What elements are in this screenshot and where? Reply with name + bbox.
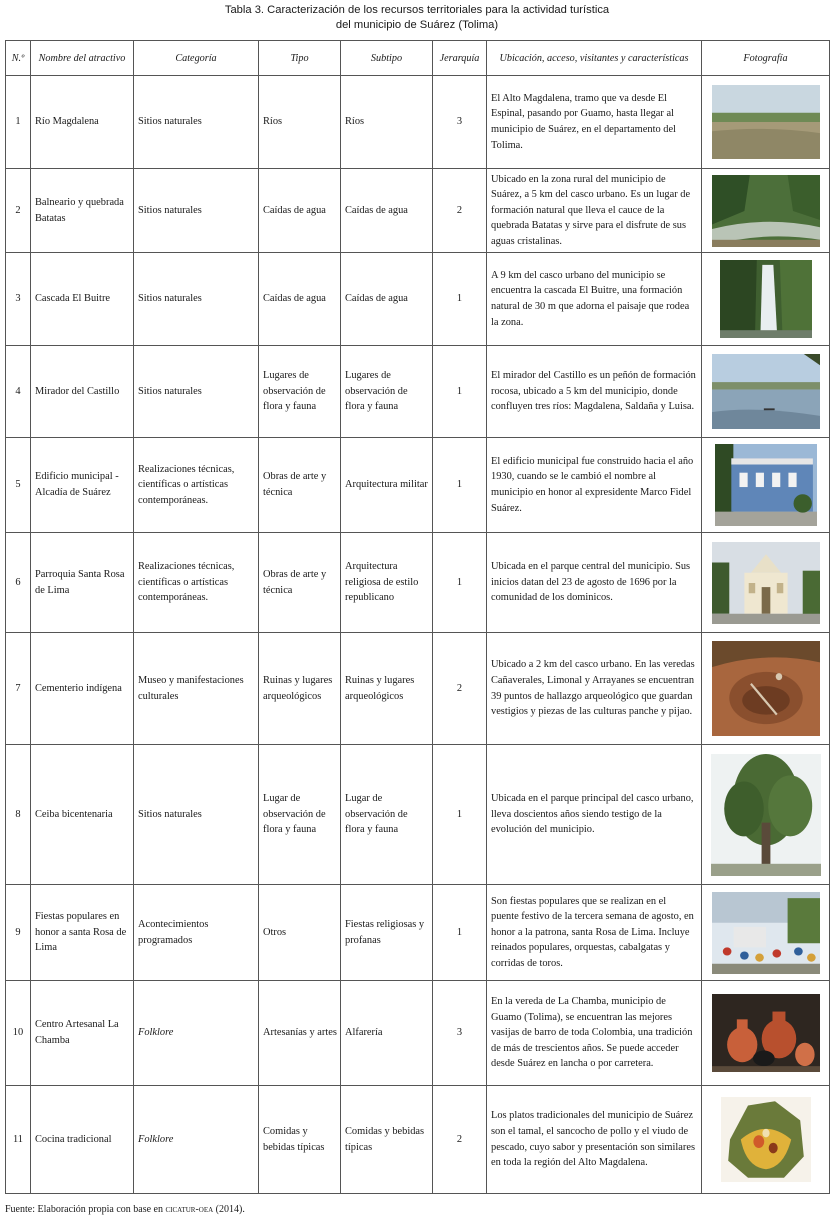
row-name: Fiestas populares en honor a santa Rosa de Lima — [31, 885, 134, 981]
row-jerarquia: 1 — [433, 346, 487, 438]
row-subtipo: Lugares de observación de flora y fauna — [341, 346, 433, 438]
row-num: 6 — [6, 533, 31, 633]
row-foto — [702, 885, 830, 981]
row-subtipo: Alfarería — [341, 981, 433, 1086]
row-jerarquia: 3 — [433, 76, 487, 169]
waterfall-photo — [720, 260, 812, 338]
row-num: 11 — [6, 1086, 31, 1194]
row-tipo: Caídas de agua — [259, 169, 341, 253]
source-prefix: Fuente: Elaboración propia con base en — [5, 1204, 166, 1215]
row-jerarquia: 1 — [433, 533, 487, 633]
excavation-photo — [712, 641, 820, 736]
row-num: 8 — [6, 745, 31, 885]
caption-line-2: del municipio de Suárez (Tolima) — [335, 19, 499, 31]
row-descripcion: Son fiestas populares que se realizan en el puente festivo de la tercera semana de agosto, en honor a la patrona, santa Rosa de Lima. Incluye reinados populares, orquestas, cabalgatas y corridas de toros. — [487, 885, 702, 981]
row-foto — [702, 438, 830, 533]
row-num: 1 — [6, 76, 31, 169]
row-descripcion: A 9 km del casco urbano del municipio se encuentra la cascada El Buitre, una formación natural de 30 m que adorna el paisaje que rodea la zona. — [487, 253, 702, 346]
row-categoria: Realizaciones técnicas, científicas o artísticas contemporáneas. — [134, 533, 259, 633]
row-subtipo: Ríos — [341, 76, 433, 169]
table-row — [6, 885, 830, 981]
row-name: Río Magdalena — [31, 76, 134, 169]
row-name: Ceiba bicentenaria — [31, 745, 134, 885]
row-categoria: Sitios naturales — [134, 745, 259, 885]
row-tipo: Obras de arte y técnica — [259, 533, 341, 633]
row-subtipo: Lugar de observación de flora y fauna — [341, 745, 433, 885]
row-descripcion: El mirador del Castillo es un peñón de formación rocosa, ubicado a 5 km del municipio, donde confluyen tres ríos: Magdalena, Saldaña y Luisa. — [487, 346, 702, 438]
row-jerarquia: 1 — [433, 438, 487, 533]
row-num: 4 — [6, 346, 31, 438]
row-name: Edificio municipal - Alcadía de Suárez — [31, 438, 134, 533]
building-photo — [715, 444, 817, 526]
viewpoint-photo — [712, 354, 820, 429]
row-tipo: Comidas y bebidas típicas — [259, 1086, 341, 1194]
row-name: Mirador del Castillo — [31, 346, 134, 438]
row-num: 10 — [6, 981, 31, 1086]
church-photo — [712, 542, 820, 624]
row-jerarquia: 2 — [433, 633, 487, 745]
row-categoria: Folklore — [134, 1086, 259, 1194]
table-row — [6, 76, 830, 169]
row-jerarquia: 2 — [433, 1086, 487, 1194]
row-descripcion: El Alto Magdalena, tramo que va desde El Espinal, pasando por Guamo, hasta llegar al municipio de Suárez, en el departamento del Tolima. — [487, 76, 702, 169]
row-tipo: Artesanías y artes — [259, 981, 341, 1086]
row-tipo: Ríos — [259, 76, 341, 169]
row-subtipo: Ruinas y lugares arqueológicos — [341, 633, 433, 745]
tamal-photo — [721, 1097, 811, 1182]
row-descripcion: Ubicado a 2 km del casco urbano. En las veredas Cañaverales, Limonal y Arrayanes se encuentran 39 puntos de hallazgo arqueológico que guardan vestigios y piezas de las culturas panche y pijao. — [487, 633, 702, 745]
row-subtipo: Fiestas religiosas y profanas — [341, 885, 433, 981]
source-org: cicatur-oea — [165, 1204, 214, 1215]
caption-line-1: Tabla 3. Caracterización de los recursos territoriales para la actividad turística — [224, 4, 610, 16]
row-tipo: Ruinas y lugares arqueológicos — [259, 633, 341, 745]
row-jerarquia: 1 — [433, 253, 487, 346]
row-tipo: Lugares de observación de flora y fauna — [259, 346, 341, 438]
row-subtipo: Caídas de agua — [341, 169, 433, 253]
row-tipo: Caídas de agua — [259, 253, 341, 346]
table-row — [6, 1086, 830, 1194]
row-categoria: Folklore — [134, 981, 259, 1086]
row-descripcion: Los platos tradicionales del municipio de Suárez son el tamal, el sancocho de pollo y el viudo de pescado, cuyo sabor y presentación son similares en toda la región del Alto Magdalena. — [487, 1086, 702, 1194]
table-row — [6, 533, 830, 633]
table-row — [6, 346, 830, 438]
row-foto — [702, 169, 830, 253]
row-foto — [702, 253, 830, 346]
river-photo — [712, 85, 820, 159]
row-descripcion: Ubicada en el parque central del municipio. Sus inicios datan del 23 de agosto de 1696 por la comunidad de los dominicos. — [487, 533, 702, 633]
header-subtipo: Subtipo — [341, 41, 433, 76]
row-categoria: Sitios naturales — [134, 346, 259, 438]
row-foto — [702, 981, 830, 1086]
pottery-photo — [712, 994, 820, 1072]
row-categoria: Sitios naturales — [134, 253, 259, 346]
header-jerarquia: Jerarquía — [433, 41, 487, 76]
row-jerarquia: 1 — [433, 745, 487, 885]
creek-photo — [712, 175, 820, 247]
row-foto — [702, 346, 830, 438]
source-suffix: (2014). — [213, 1204, 245, 1215]
row-foto — [702, 533, 830, 633]
festival-photo — [712, 892, 820, 974]
header-descripcion: Ubicación, acceso, visitantes y características — [487, 41, 702, 76]
row-name: Centro Artesanal La Chamba — [31, 981, 134, 1086]
row-descripcion: Ubicada en el parque principal del casco urbano, lleva doscientos años siendo testigo de la evolución del municipio. — [487, 745, 702, 885]
row-descripcion: El edificio municipal fue construido hacia el año 1930, cuando se le cambió el nombre al municipio en honor al expresidente Marco Fidel Suárez. — [487, 438, 702, 533]
row-num: 2 — [6, 169, 31, 253]
attractions-table — [5, 40, 830, 1194]
row-num: 9 — [6, 885, 31, 981]
row-subtipo: Caídas de agua — [341, 253, 433, 346]
row-tipo: Otros — [259, 885, 341, 981]
row-subtipo: Arquitectura religiosa de estilo republicano — [341, 533, 433, 633]
row-tipo: Lugar de observación de flora y fauna — [259, 745, 341, 885]
header-num: N.º — [6, 41, 31, 76]
table-row — [6, 253, 830, 346]
row-name: Cementerio indígena — [31, 633, 134, 745]
table-row — [6, 745, 830, 885]
row-tipo: Obras de arte y técnica — [259, 438, 341, 533]
row-name: Parroquia Santa Rosa de Lima — [31, 533, 134, 633]
row-categoria: Sitios naturales — [134, 76, 259, 169]
row-foto — [702, 76, 830, 169]
row-descripcion: En la vereda de La Chamba, municipio de Guamo (Tolima), se encuentran las mejores vasijas de barro de toda Colombia, una tradición de más de trescientos años. Se puede acceder desde Suárez en lancha o por carretera. — [487, 981, 702, 1086]
row-num: 5 — [6, 438, 31, 533]
header-row — [6, 41, 830, 76]
row-categoria: Acontecimientos programados — [134, 885, 259, 981]
table-caption — [0, 3, 834, 33]
row-name: Balneario y quebrada Batatas — [31, 169, 134, 253]
header-name: Nombre del atractivo — [31, 41, 134, 76]
row-name: Cocina tradicional — [31, 1086, 134, 1194]
row-name: Cascada El Buitre — [31, 253, 134, 346]
row-categoria: Realizaciones técnicas, científicas o artísticas contemporáneas. — [134, 438, 259, 533]
row-num: 7 — [6, 633, 31, 745]
table-row — [6, 438, 830, 533]
row-subtipo: Arquitectura militar — [341, 438, 433, 533]
row-jerarquia: 1 — [433, 885, 487, 981]
table-row — [6, 633, 830, 745]
row-foto — [702, 1086, 830, 1194]
table-row — [6, 169, 830, 253]
row-descripcion: Ubicado en la zona rural del municipio de Suárez, a 5 km del casco urbano. Es un lugar de formación natural que lleva el cauce de la quebrada Batatas y sirve para el disfrute de sus aguas cristalinas. — [487, 169, 702, 253]
header-tipo: Tipo — [259, 41, 341, 76]
row-jerarquia: 2 — [433, 169, 487, 253]
row-subtipo: Comidas y bebidas típicas — [341, 1086, 433, 1194]
table-row — [6, 981, 830, 1086]
row-foto — [702, 633, 830, 745]
row-categoria: Sitios naturales — [134, 169, 259, 253]
tree-photo — [711, 754, 821, 876]
row-categoria: Museo y manifestaciones culturales — [134, 633, 259, 745]
source-note — [5, 1203, 245, 1216]
row-foto — [702, 745, 830, 885]
row-num: 3 — [6, 253, 31, 346]
row-jerarquia: 3 — [433, 981, 487, 1086]
header-categoria: Categoría — [134, 41, 259, 76]
header-foto: Fotografía — [702, 41, 830, 76]
